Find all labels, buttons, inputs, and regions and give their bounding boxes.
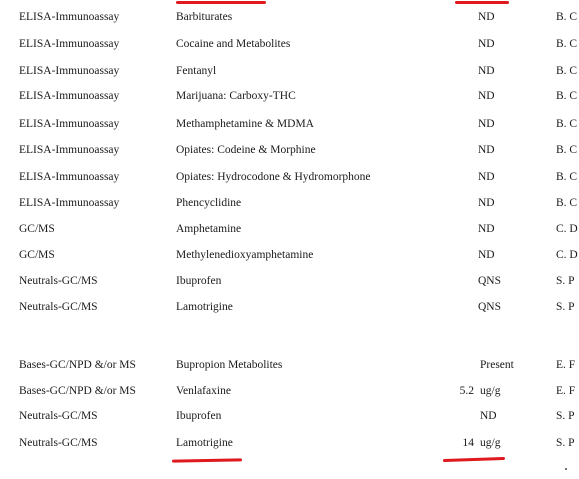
result-cell: ND xyxy=(478,249,495,261)
table-row xyxy=(0,86,579,106)
method-cell: Neutrals-GC/MS xyxy=(19,275,98,287)
analyte-cell: Venlafaxine xyxy=(176,385,231,397)
method-cell: ELISA-Immunoassay xyxy=(19,171,120,183)
value-cell: 5.2 xyxy=(459,385,474,397)
unit-cell: Present xyxy=(480,359,514,371)
method-cell: ELISA-Immunoassay xyxy=(19,197,120,209)
red-underline-mark xyxy=(176,1,266,4)
code-cell: C. D xyxy=(556,249,578,261)
code-cell: S. P xyxy=(556,437,575,449)
red-underline-mark xyxy=(455,1,509,4)
table-row xyxy=(0,245,579,265)
method-cell: ELISA-Immunoassay xyxy=(19,38,120,50)
result-cell: ND xyxy=(478,118,495,130)
code-cell: B. C xyxy=(556,171,578,183)
value-cell: 14 xyxy=(462,437,474,449)
method-cell: ELISA-Immunoassay xyxy=(19,65,120,77)
table-row xyxy=(0,219,579,239)
red-underline-lamotrigine xyxy=(172,458,242,462)
table-row xyxy=(0,167,579,187)
unit-cell: ug/g xyxy=(480,385,501,397)
unit-cell: ND xyxy=(480,410,497,422)
method-cell: Neutrals-GC/MS xyxy=(19,301,98,313)
method-cell: Neutrals-GC/MS xyxy=(19,437,98,449)
analyte-cell: Fentanyl xyxy=(176,65,217,77)
result-cell: ND xyxy=(478,90,495,102)
code-cell: B. C xyxy=(556,65,578,77)
code-cell: E. F xyxy=(556,359,576,371)
code-cell: S. P xyxy=(556,301,575,313)
result-cell: ND xyxy=(478,223,495,235)
method-cell: GC/MS xyxy=(19,223,55,235)
code-cell: B. C xyxy=(556,38,578,50)
result-cell: ND xyxy=(478,11,495,23)
result-cell: ND xyxy=(478,197,495,209)
analyte-cell: Amphetamine xyxy=(176,223,242,235)
result-cell: ND xyxy=(478,171,495,183)
method-cell: ELISA-Immunoassay xyxy=(19,144,120,156)
table-row xyxy=(0,7,579,27)
method-cell: ELISA-Immunoassay xyxy=(19,11,120,23)
method-cell: Bases-GC/NPD &/or MS xyxy=(19,359,136,371)
analyte-cell: Ibuprofen xyxy=(176,275,222,287)
result-cell: ND xyxy=(478,144,495,156)
unit-cell: ug/g xyxy=(480,437,501,449)
result-cell: QNS xyxy=(478,301,502,313)
stray-dot xyxy=(565,468,567,470)
table-row xyxy=(0,406,579,426)
analyte-cell: Barbiturates xyxy=(176,11,233,23)
method-cell: ELISA-Immunoassay xyxy=(19,90,120,102)
code-cell: B. C xyxy=(556,118,578,130)
result-cell: QNS xyxy=(478,275,502,287)
table-row xyxy=(0,381,579,401)
analyte-cell: Methamphetamine & MDMA xyxy=(176,118,314,130)
analyte-cell: Ibuprofen xyxy=(176,410,222,422)
table-row xyxy=(0,271,579,291)
analyte-cell: Lamotrigine xyxy=(176,301,233,313)
analyte-cell: Opiates: Codeine & Morphine xyxy=(176,144,316,156)
table-row xyxy=(0,433,579,453)
table-row xyxy=(0,297,579,317)
code-cell: B. C xyxy=(556,144,578,156)
code-cell: S. P xyxy=(556,410,575,422)
table-row xyxy=(0,193,579,213)
analyte-cell: Bupropion Metabolites xyxy=(176,359,283,371)
analyte-cell: Cocaine and Metabolites xyxy=(176,38,291,50)
code-cell: B. C xyxy=(556,11,578,23)
code-cell: B. C xyxy=(556,90,578,102)
analyte-cell: Phencyclidine xyxy=(176,197,242,209)
method-cell: Bases-GC/NPD &/or MS xyxy=(19,385,136,397)
method-cell: ELISA-Immunoassay xyxy=(19,118,120,130)
table-row xyxy=(0,61,579,81)
analyte-cell: Marijuana: Carboxy-THC xyxy=(176,90,296,102)
table-row xyxy=(0,140,579,160)
table-row xyxy=(0,114,579,134)
analyte-cell: Opiates: Hydrocodone & Hydromorphone xyxy=(176,171,371,183)
analyte-cell: Methylenedioxyamphetamine xyxy=(176,249,314,261)
red-underline-result xyxy=(443,457,505,462)
method-cell: GC/MS xyxy=(19,249,55,261)
table-row xyxy=(0,34,579,54)
code-cell: C. D xyxy=(556,223,578,235)
table-row xyxy=(0,355,579,375)
analyte-cell: Lamotrigine xyxy=(176,437,233,449)
code-cell: E. F xyxy=(556,385,576,397)
result-cell: ND xyxy=(478,65,495,77)
method-cell: Neutrals-GC/MS xyxy=(19,410,98,422)
code-cell: B. C xyxy=(556,197,578,209)
code-cell: S. P xyxy=(556,275,575,287)
result-cell: ND xyxy=(478,38,495,50)
